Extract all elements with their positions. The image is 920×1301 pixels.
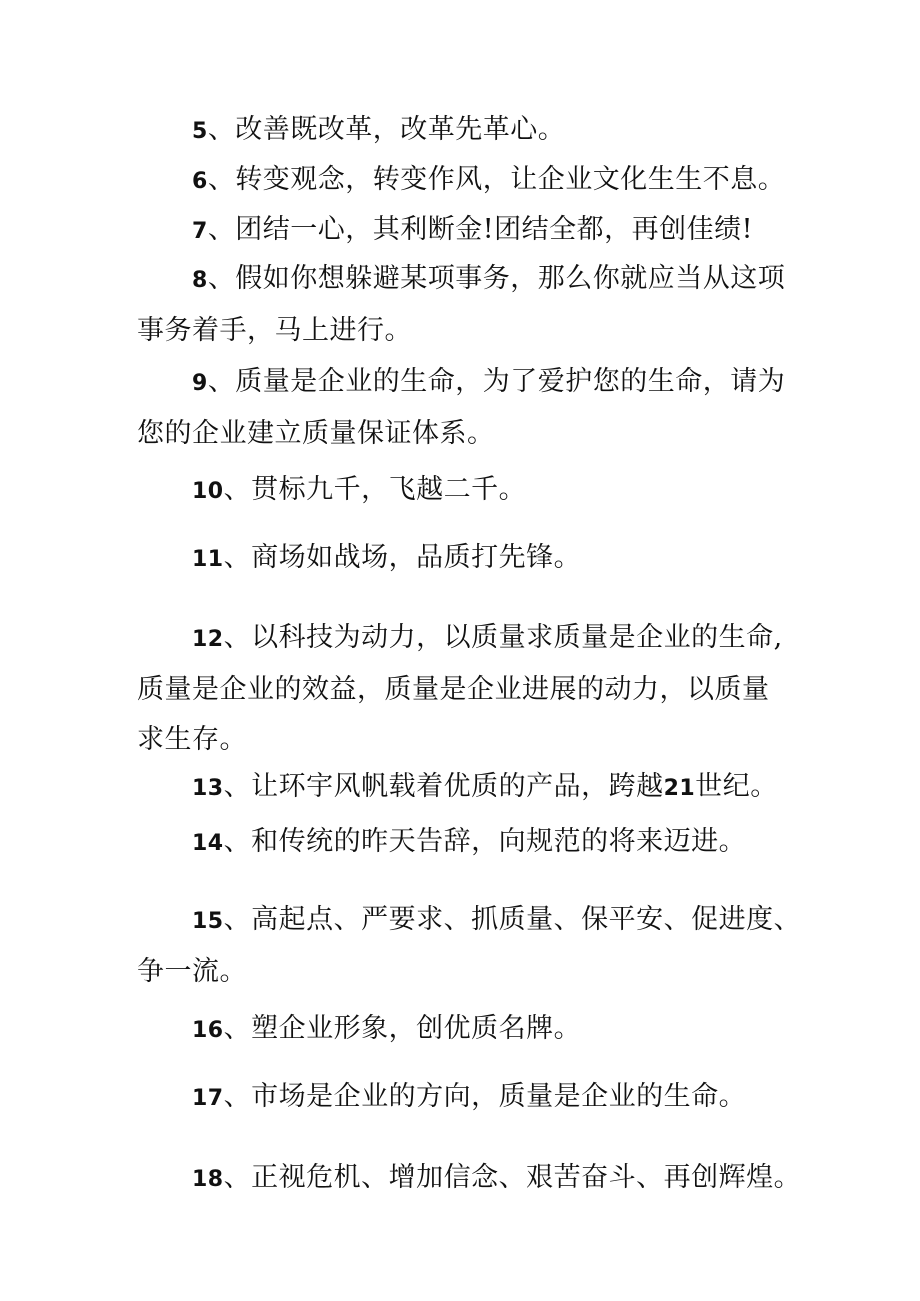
item-text: 、贯标九千，飞越二千。 (223, 474, 527, 505)
item-line (137, 105, 797, 157)
item-text: 世纪。 (695, 771, 778, 802)
item-text: 、塑企业形象，创优质名牌。 (223, 1013, 582, 1044)
item-line (137, 1004, 797, 1056)
item-line: 争一流。 (137, 956, 247, 987)
inline-number: 21 (663, 776, 696, 801)
item-number: 14 (192, 831, 224, 856)
item-line: 求生存。 (137, 724, 247, 755)
item-number: 9 (192, 371, 208, 396)
item-text: 、团结一心，其利断金!团结全都，再创佳绩! (207, 214, 754, 245)
item-number: 17 (192, 1086, 224, 1111)
item-text: 、商场如战场，品质打先锋。 (223, 542, 582, 573)
item-number: 7 (192, 219, 208, 244)
list-item-10 (137, 465, 797, 517)
item-text: 、市场是企业的方向，质量是企业的生命。 (223, 1081, 747, 1112)
item-text: 、以科技为动力，以质量求质量是企业的生命, (223, 622, 783, 653)
item-text: 、改善既改革，改革先革心。 (207, 114, 566, 145)
item-number: 6 (192, 169, 208, 194)
list-item-13 (137, 762, 797, 814)
list-item-8 (137, 254, 797, 356)
item-number: 8 (192, 268, 208, 293)
item-text: 、让环宇风帆载着优质的产品，跨越 (223, 771, 664, 802)
item-number: 18 (192, 1167, 224, 1192)
list-item-16 (137, 1004, 797, 1056)
item-number: 13 (192, 776, 224, 801)
item-line (137, 762, 797, 814)
list-item-6 (137, 155, 797, 207)
item-line (137, 1153, 802, 1205)
list-item-15 (137, 895, 802, 997)
item-text: 、正视危机、增加信念、艰苦奋斗、再创辉煌。 (223, 1162, 802, 1193)
item-number: 16 (192, 1018, 224, 1043)
item-line (137, 254, 797, 306)
item-text: 、假如你想躲避某项事务，那么你就应当从这项 (207, 263, 786, 294)
list-item-5 (137, 105, 797, 157)
item-number: 10 (192, 479, 224, 504)
list-item-12 (137, 613, 797, 765)
item-number: 12 (192, 627, 224, 652)
item-line (137, 155, 797, 207)
list-item-14 (137, 817, 797, 869)
item-text: 、高起点、严要求、抓质量、保平安、促进度、 (223, 904, 802, 935)
item-number: 15 (192, 909, 224, 934)
item-line: 事务着手，马上进行。 (137, 315, 412, 346)
item-line (137, 1072, 797, 1124)
item-line: 您的企业建立质量保证体系。 (137, 418, 495, 449)
item-line (137, 817, 797, 869)
list-item-9 (137, 357, 797, 459)
item-line: 质量是企业的效益，质量是企业进展的动力，以质量 (137, 674, 770, 705)
item-line (137, 357, 797, 409)
list-item-17 (137, 1072, 797, 1124)
item-line (137, 465, 797, 517)
list-item-11 (137, 533, 797, 585)
item-line (137, 613, 797, 665)
item-text: 、和传统的昨天告辞，向规范的将来迈进。 (223, 826, 747, 857)
item-number: 11 (192, 547, 224, 572)
item-number: 5 (192, 119, 208, 144)
item-line (137, 533, 797, 585)
list-item-18 (137, 1153, 802, 1205)
item-text: 、转变观念，转变作风，让企业文化生生不息。 (207, 164, 786, 195)
item-line (137, 895, 802, 947)
item-line (137, 205, 797, 257)
list-item-7 (137, 205, 797, 257)
item-text: 、质量是企业的生命，为了爱护您的生命，请为 (207, 366, 786, 397)
